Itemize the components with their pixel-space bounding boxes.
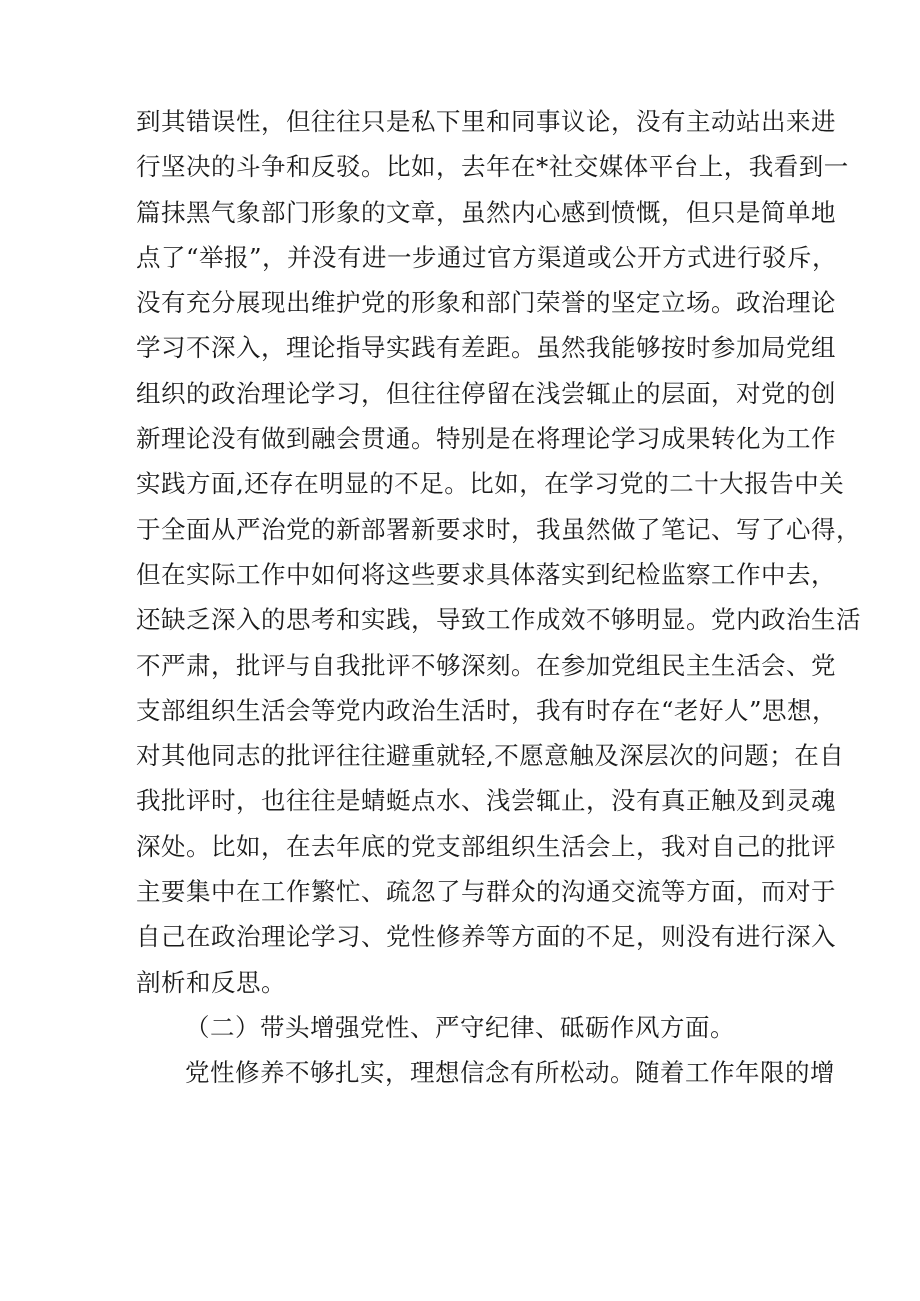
text-line: 不严肃，批评与自我批评不够深刻。在参加党组民主生活会、党 <box>136 650 836 680</box>
text-line: 新理论没有做到融会贯通。特别是在将理论学习成果转化为工作 <box>136 424 836 454</box>
text-line: 点了“举报”，并没有进一步通过官方渠道或公开方式进行驳斥， <box>136 242 838 272</box>
text-line: 主要集中在工作繁忙、疏忽了与群众的沟通交流等方面，而对于 <box>136 877 836 907</box>
text-line: 学习不深入，理论指导实践有差距。虽然我能够按时参加局党组 <box>136 333 836 363</box>
section-heading: （二）带头增强党性、严守纪律、砥砺作风方面。 <box>185 1012 735 1042</box>
text-line: 到其错误性，但往往只是私下里和同事议论，没有主动站出来进 <box>136 107 836 136</box>
text-line: 支部组织生活会等党内政治生活时，我有时存在“老好人”思想， <box>136 695 838 725</box>
text-line: 没有充分展现出维护党的形象和部门荣誉的坚定立场。政治理论 <box>136 288 836 318</box>
text-line: 于全面从严治党的新部署新要求时，我虽然做了笔记、写了心得， <box>136 514 861 544</box>
text-line: 对其他同志的批评往往避重就轻,不愿意触及深层次的问题；在自 <box>136 741 845 771</box>
text-line: 行坚决的斗争和反驳。比如，去年在*社交媒体平台上，我看到一 <box>136 152 849 182</box>
document-body <box>136 99 861 1096</box>
text-line: 但在实际工作中如何将这些要求具体落实到纪检监察工作中去， <box>136 559 836 589</box>
text-line: 我批评时，也往往是蜻蜓点水、浅尝辄止，没有真正触及到灵魂 <box>136 786 836 816</box>
text-line: 篇抹黑气象部门形象的文章，虽然内心感到愤慨，但只是简单地 <box>136 197 836 227</box>
text-line: 实践方面,还存在明显的不足。比如，在学习党的二十大报告中关 <box>136 469 845 499</box>
text-line: 深处。比如，在去年底的党支部组织生活会上，我对自己的批评 <box>136 831 836 861</box>
text-line: 组织的政治理论学习，但往往停留在浅尝辄止的层面，对党的创 <box>136 378 836 408</box>
text-line: 自己在政治理论学习、党性修养等方面的不足，则没有进行深入 <box>136 922 836 952</box>
text-line: 还缺乏深入的思考和实践，导致工作成效不够明显。党内政治生活 <box>136 605 861 635</box>
text-line: 剖析和反思。 <box>136 967 286 997</box>
text-line: 党性修养不够扎实，理想信念有所松动。随着工作年限的增 <box>185 1058 835 1088</box>
